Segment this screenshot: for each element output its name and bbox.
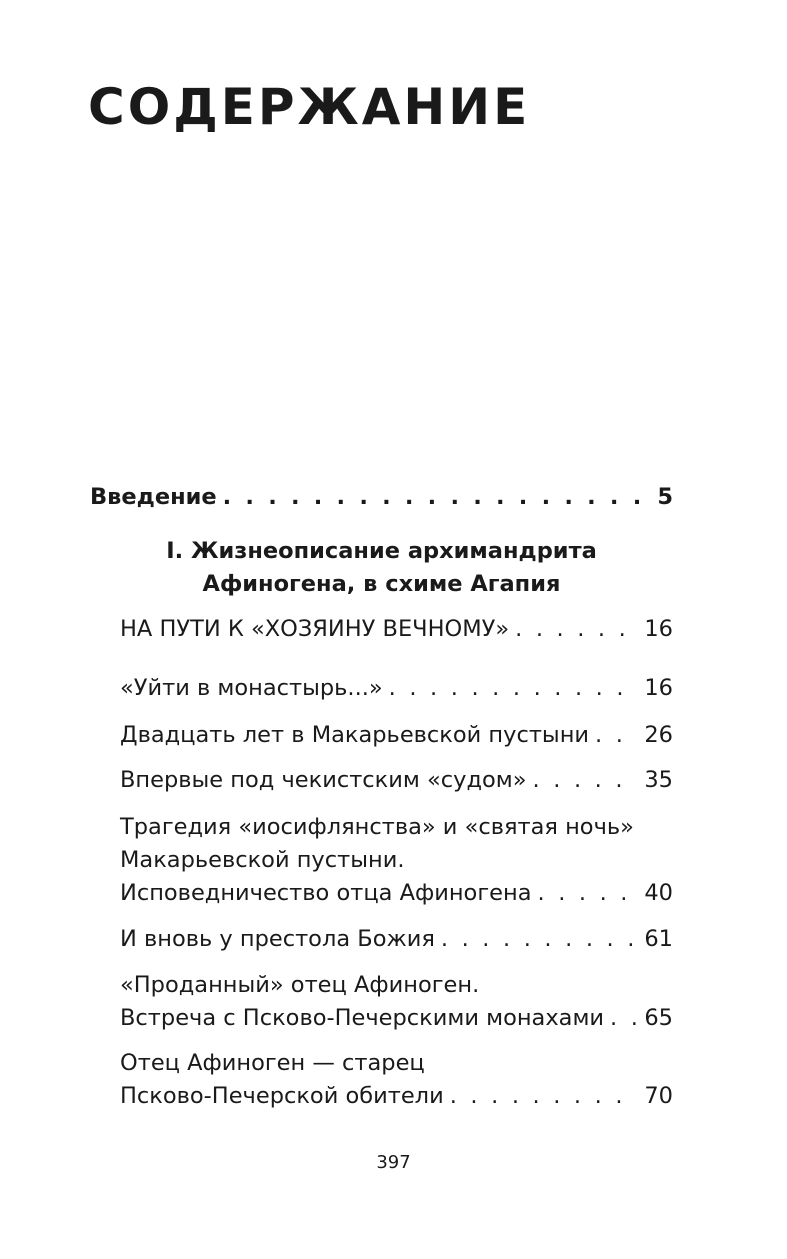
section-heading-line: Афиногена, в схиме Агапия — [202, 571, 561, 597]
section-heading-line: I. Жизнеописание архимандрита — [166, 538, 597, 564]
dot-leader — [441, 923, 638, 956]
toc-page-number: 16 — [644, 616, 673, 642]
toc-page-number: 5 — [657, 484, 673, 510]
page-title: СОДЕРЖАНИЕ — [88, 78, 531, 136]
toc-entry-introduction[interactable] — [90, 481, 673, 514]
toc-entry-label: Отец Афиноген — старец — [120, 1050, 425, 1076]
toc-page-number: 16 — [644, 675, 673, 701]
dot-leader — [610, 1002, 638, 1035]
toc-entry-label: Исповедничество отца Афиногена — [120, 880, 532, 906]
toc-entry[interactable] — [120, 764, 673, 797]
dot-leader — [223, 481, 652, 514]
toc-entry-label: Впервые под чекистским «судом» — [120, 767, 527, 793]
dot-leader — [515, 613, 638, 646]
toc-entry-label: Трагедия «иосифлянства» и «святая ночь» — [120, 814, 634, 840]
toc-page-number: 26 — [644, 722, 673, 748]
toc-entry-label: Псково-Печерской обители — [120, 1083, 444, 1109]
toc-entry-label: НА ПУТИ К «ХОЗЯИНУ ВЕЧНОМУ» — [120, 616, 510, 642]
toc-page-number: 70 — [644, 1083, 673, 1109]
toc-entry[interactable] — [120, 1047, 673, 1113]
toc-page-number: 65 — [644, 1005, 673, 1031]
toc-entry[interactable] — [120, 811, 673, 910]
toc-entry-label: Введение — [90, 484, 217, 510]
dot-leader — [389, 672, 639, 705]
toc-entry[interactable] — [120, 719, 673, 752]
toc-page-number: 61 — [644, 926, 673, 952]
toc-entry-label: Встреча с Псково-Печерскими монахами — [120, 1005, 605, 1031]
dot-leader — [533, 764, 639, 797]
dot-leader — [450, 1080, 639, 1113]
toc-entry[interactable] — [120, 672, 673, 705]
toc-entry[interactable] — [120, 613, 673, 646]
toc-entry-label: «Уйти в монастырь...» — [120, 675, 383, 701]
page-number: 397 — [376, 1152, 411, 1173]
toc-entry-label: Макарьевской пустыни. — [120, 847, 405, 873]
toc-entry[interactable] — [120, 969, 673, 1035]
dot-leader — [537, 877, 638, 910]
section-heading — [90, 535, 673, 601]
toc-page-number: 40 — [644, 880, 673, 906]
toc-page-number: 35 — [644, 767, 673, 793]
toc-entry-label: «Проданный» отец Афиноген. — [120, 972, 480, 998]
toc-entry-label: Двадцать лет в Макарьевской пустыни — [120, 722, 590, 748]
toc-entry-label: И вновь у престола Божия — [120, 926, 435, 952]
dot-leader — [595, 719, 638, 752]
toc-entry[interactable] — [120, 923, 673, 956]
